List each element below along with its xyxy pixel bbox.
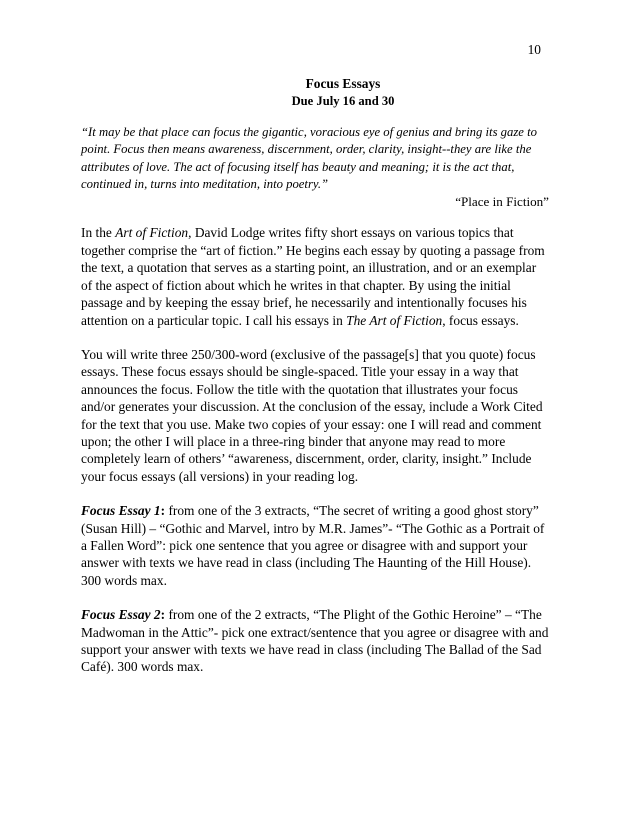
epigraph-attribution: “Place in Fiction” [455,194,549,210]
focus-essay-2-colon: : [160,607,166,623]
focus-essay-1 [81,502,549,589]
page-number: 10 [527,42,541,57]
document-body [81,124,549,693]
focus-essay-2 [81,606,549,676]
focus-essay-1-text: from one of the 3 extracts, “The secret of writing a good ghost story” (Susan Hill) – “Gothic and Marvel, intro by M.R. James”- “The Gothic as a Portrait of a Fallen Word”: pick one sentence that you agree or disagree with and support your answer with texts we have read in class (including The Haunting of the Hill House). 300 words max. [81,503,545,588]
intro-text-2: , David Lodge writes fifty short essays on various topics that together comprise the “art of fiction.” He begins each essay by quoting a passage from the text, a quotation that serves as a starting point, an illustration, and or an exemplar of the aspect of fiction about which he writes in that chapter. By using the initial passage and by keeping the essay brief, he necessarily and intentionally focuses his attention on a particular topic. I call his essays in [81,225,545,328]
intro-text-3: , focus essays. [442,312,519,328]
focus-essay-1-colon: : [160,503,166,519]
intro-paragraph [81,224,549,328]
focus-essay-2-label: Focus Essay 2 [81,607,161,623]
focus-essay-2-text: from one of the 2 extracts, “The Plight of the Gothic Heroine” – “The Madwoman in the Attic”- pick one extract/sentence that you agree or disagree with and support your answer with texts we have read in class (including The Ballad of the Sad Café). 300 words max. [81,607,549,675]
epigraph-quote: “It may be that place can focus the gigantic, voracious eye of genius and bring its gaze to point. Focus then means awareness, discernment, order, clarity, insight--they are like the attributes of love. The act of focusing itself has beauty and meaning; it is the act that, continued in, turns into meditation, into poetry.” [81,125,537,191]
focus-essay-1-label: Focus Essay 1 [81,503,161,519]
page-subtitle: Due July 16 and 30 [291,94,395,108]
book-title-2: The Art of Fiction [346,312,443,328]
intro-text-1: In the [81,225,116,241]
page-title: Focus Essays [305,76,381,91]
instructions-paragraph: You will write three 250/300-word (exclusive of the passage[s] that you quote) focus essays. These focus essays should be single-spaced. Title your essay in a way that announces the focus. Follow the title with the quotation that illustrates your focus and/or generates your discussion. At the conclusion of the essay, include a Work Cited for the text that you use. Make two copies of your essay: one I will read and comment upon; the other I will place in a three-ring binder that anyone may read to more completely learn of others’ “awareness, discernment, order, clarity, insight.” Include your focus essays (all versions) in your reading log. [81,346,543,484]
book-title: Art of Fiction [115,225,189,241]
